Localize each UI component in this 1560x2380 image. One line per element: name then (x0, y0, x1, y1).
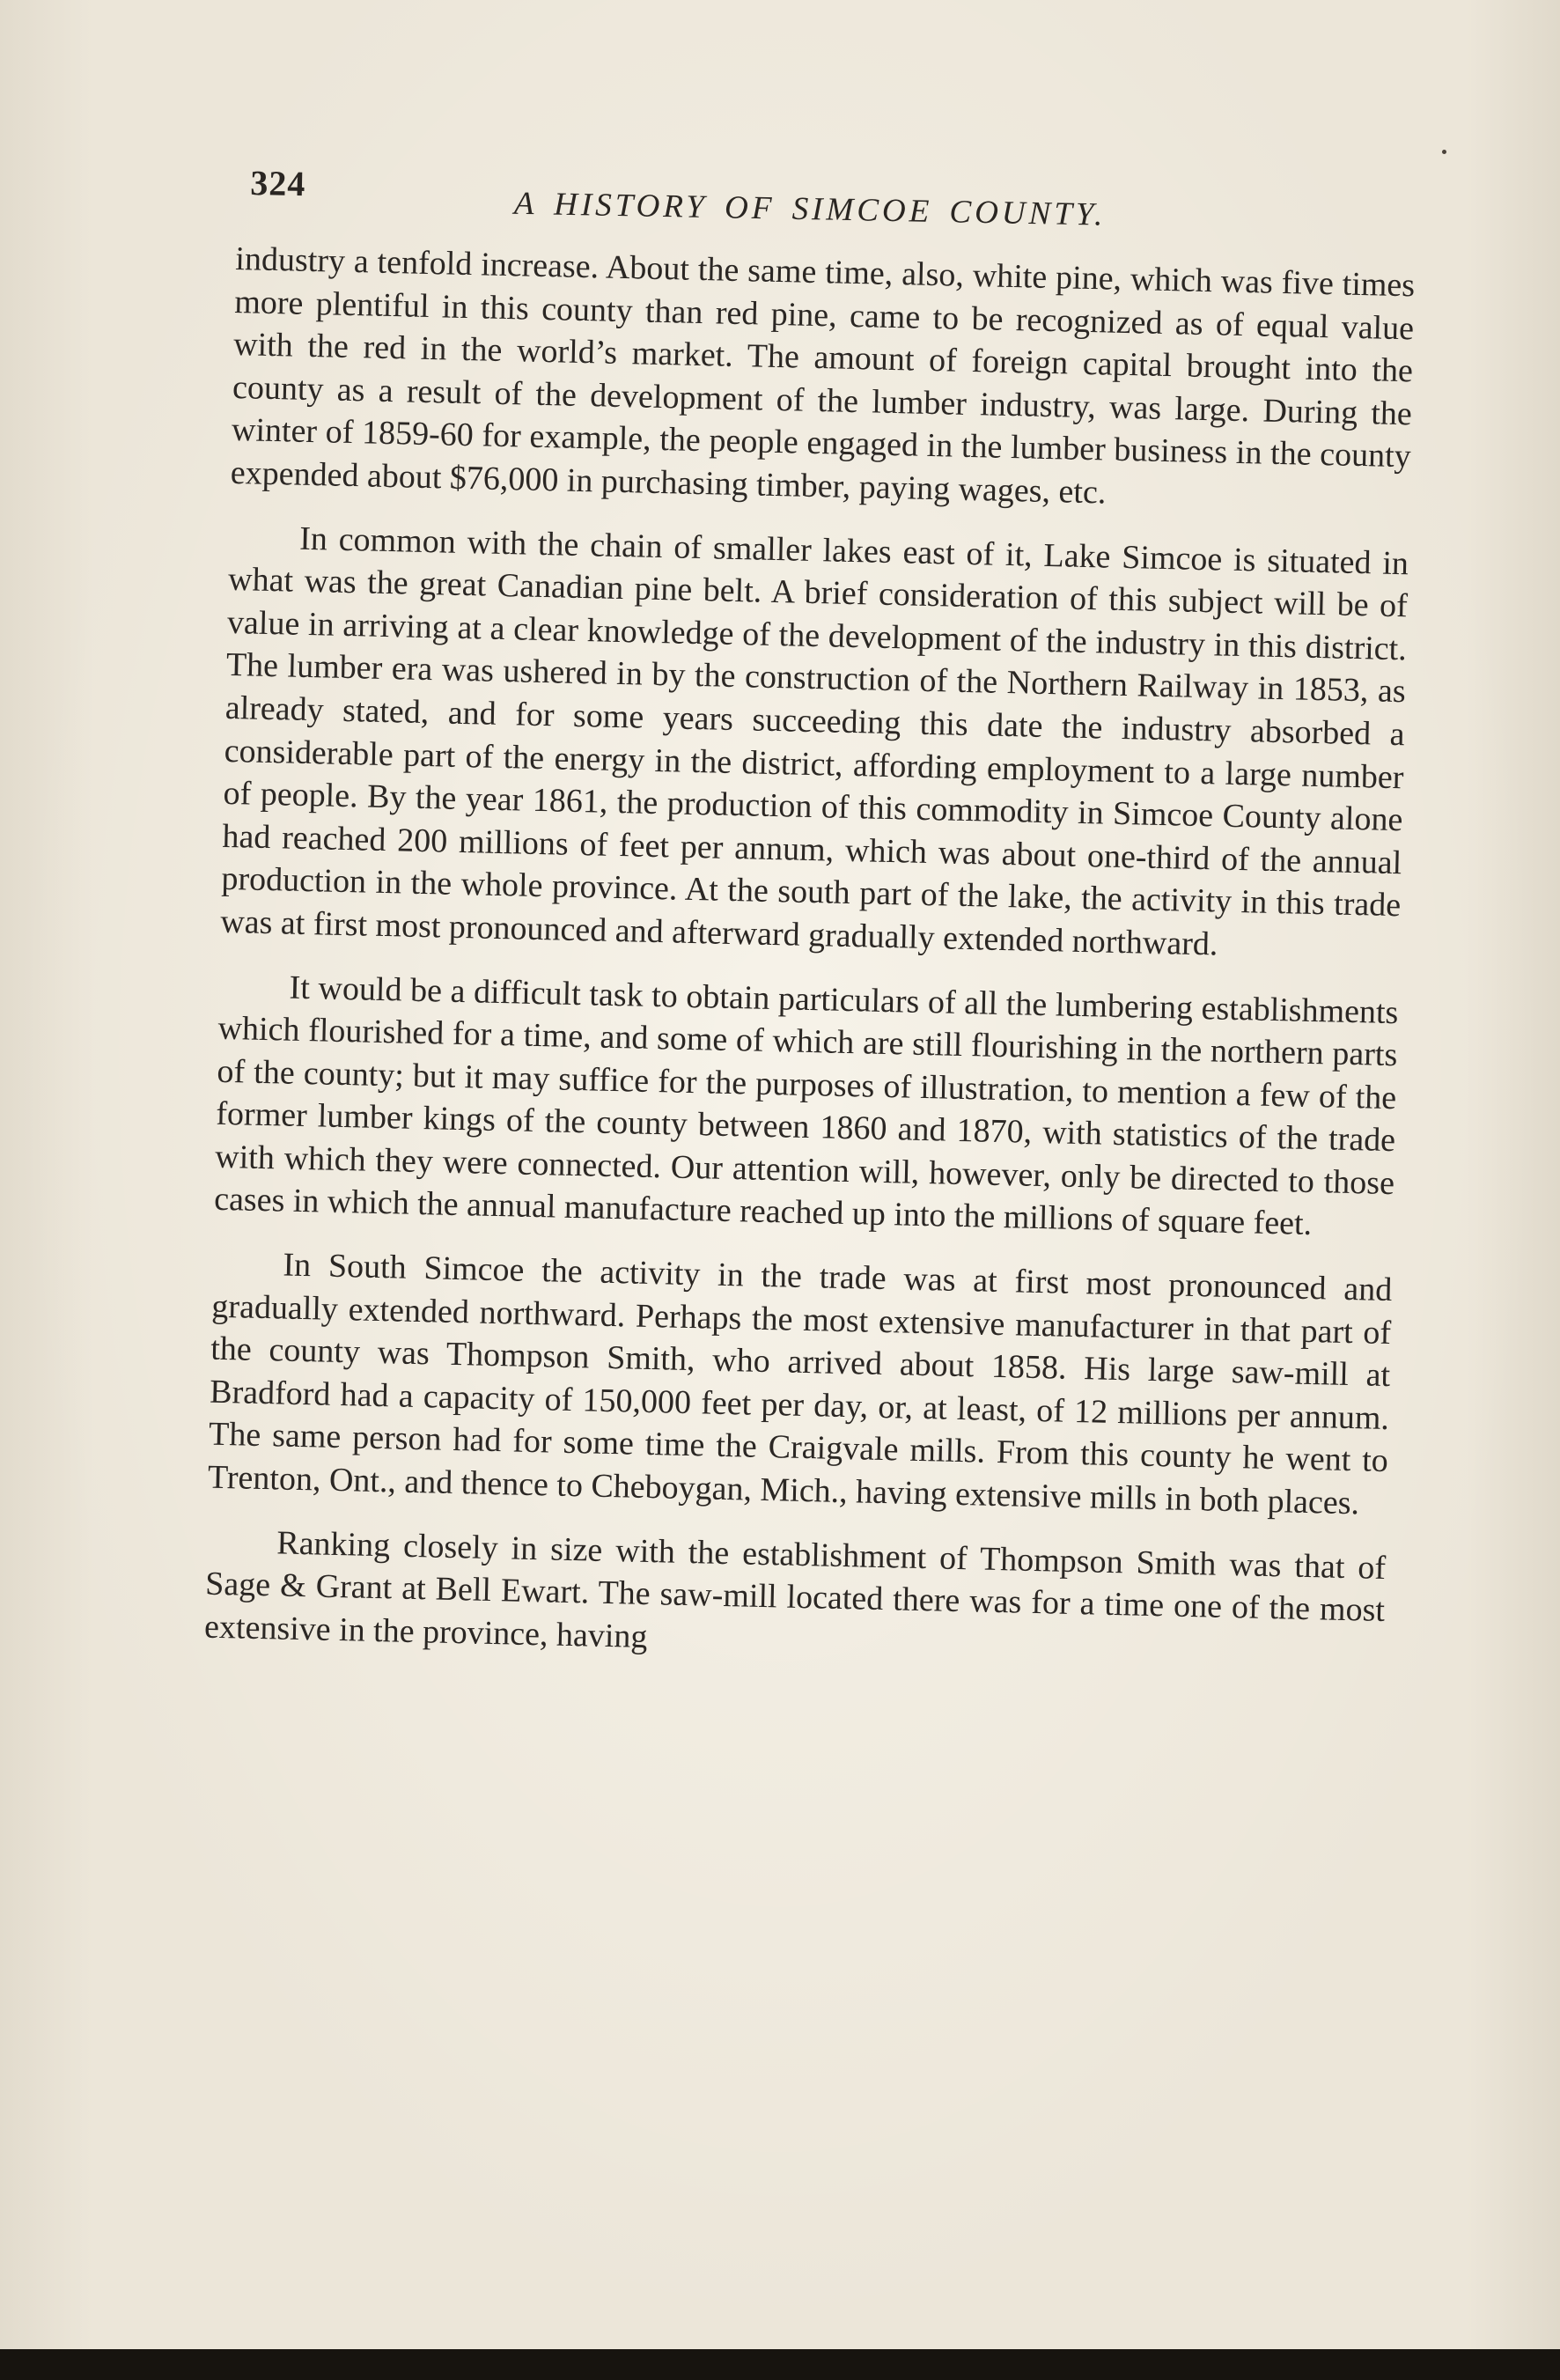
paragraph-lumber-capital: industry a tenfold increase. About the same time, also, white pine, which was five times more plentiful in this county than red pine, came to be recognized as of equal value with the red in the world’s market. The amount of foreign capital brought into the county as a result of the development of the lumber industry, was large. During the winter of 1859-60 for example, the people engaged in the lumber business in the county expended about $76,000 in purchasing timber, paying wages, etc. (230, 239, 1416, 512)
page-number: 324 (250, 162, 306, 204)
paper-speck (1442, 150, 1446, 154)
paragraph-south-simcoe: In South Simcoe the activity in the trade was at first most pronounced and gradually extended northward. Perhaps the most extensive manufacturer in that part of the county was Thompson Smith, who arrived about 1858. His large saw-mill at Bradford had a capacity of 150,000 feet per day, or, at least, of 12 millions per annum. The same person had for some time the Craigvale mills. From this county he went to Trenton, Ont., and thence to Cheboygan, Mich., having extensive mills in both places. (207, 1246, 1393, 1522)
running-title: A HISTORY OF SIMCOE COUNTY. (513, 185, 1107, 233)
page-header (249, 157, 1465, 250)
body-text (203, 238, 1416, 1696)
scan-bottom-edge (0, 2349, 1560, 2380)
paragraph-pine-belt: In common with the chain of smaller lakes east of it, Lake Simcoe is situated in what was the great Canadian pine belt. A brief consideration of this subject will be of value in arriving at a clear knowledge of the development of the industry in this district. The lumber era was ushered in by the construction of the Northern Railway in 1853, as already stated, and for some years succeeding this date the industry absorbed a considerable part of the energy in the district, affording employment to a large number of people. By the year 1861, the production of this commodity in Simcoe County alone had reached 200 millions of feet per annum, which was about one-third of the annual production in the whole province. At the south part of the lake, the activity in this trade was at first most pronounced and afterward gradually extended northward. (219, 519, 1409, 963)
paragraph-sage-grant: Ranking closely in size with the establishment of Thompson Smith was that of Sage & Grant at Bell Ewart. The saw-mill located there was for a time one of the most extensive in the province, having (203, 1524, 1387, 1655)
paragraph-lumber-kings: It would be a difficult task to obtain particulars of all the lumbering establishments which flourished for a time, and some of which are still flourishing in the northern parts of the county; but it may suffice for the purposes of illustration, to mention a few of the former lumber kings of the county between 1860 and 1870, with statistics of the trade with which they were connected. Our attention will, however, only be directed to those cases in which the annual manufacture reached up into the millions of square feet. (213, 969, 1399, 1243)
bleed-through-mark (731, 2148, 810, 2178)
